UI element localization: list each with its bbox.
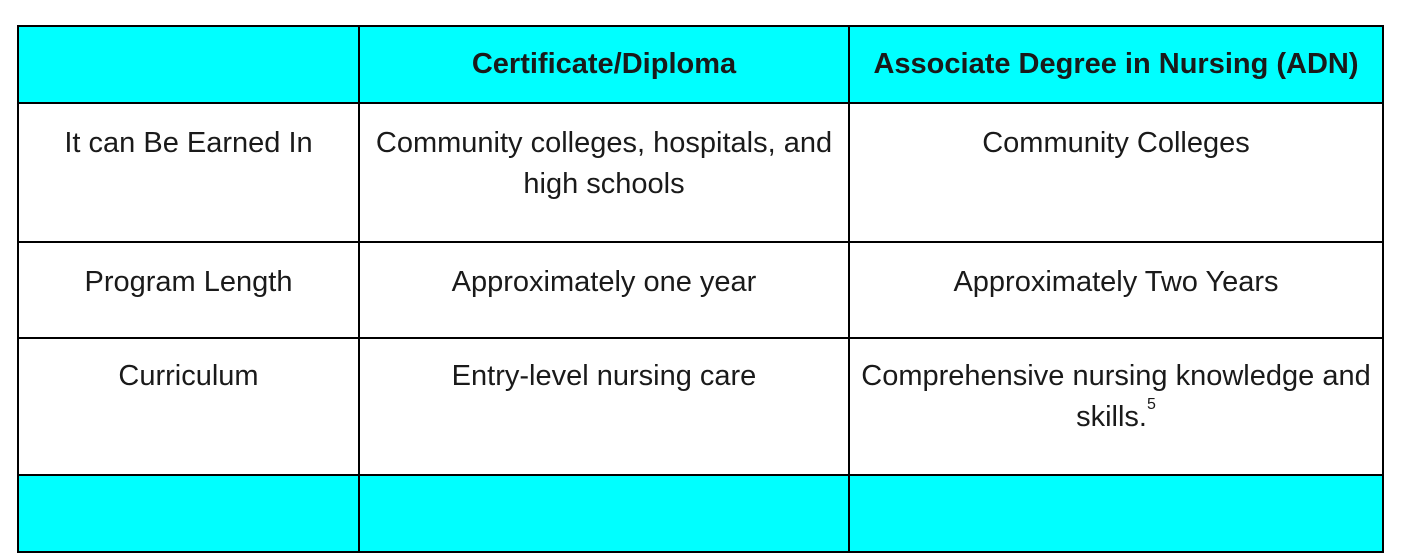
row-label: Curriculum bbox=[18, 338, 359, 475]
footer-cell bbox=[18, 475, 359, 552]
adn-cell bbox=[849, 338, 1383, 475]
certificate-cell: Approximately one year bbox=[359, 242, 849, 338]
header-cell-adn: Associate Degree in Nursing (ADN) bbox=[849, 26, 1383, 103]
footnote-reference[interactable]: 5 bbox=[1146, 396, 1156, 414]
adn-cell: Community Colleges bbox=[849, 103, 1383, 242]
row-label: It can Be Earned In bbox=[18, 103, 359, 242]
row-label: Program Length bbox=[18, 242, 359, 338]
certificate-cell: Community colleges, hospitals, and high schools bbox=[359, 103, 849, 242]
comparison-table bbox=[17, 25, 1384, 553]
certificate-cell: Entry-level nursing care bbox=[359, 338, 849, 475]
adn-cell-text: Comprehensive nursing knowledge and skills. bbox=[861, 360, 1371, 433]
table-row bbox=[18, 103, 1383, 242]
header-cell-certificate: Certificate/Diploma bbox=[359, 26, 849, 103]
footer-cell bbox=[849, 475, 1383, 552]
table-row bbox=[18, 338, 1383, 475]
table-header-row bbox=[18, 26, 1383, 103]
adn-cell: Approximately Two Years bbox=[849, 242, 1383, 338]
comparison-table-container bbox=[17, 25, 1382, 553]
header-cell-empty bbox=[18, 26, 359, 103]
footer-cell bbox=[359, 475, 849, 552]
table-row bbox=[18, 242, 1383, 338]
table-footer-row bbox=[18, 475, 1383, 552]
